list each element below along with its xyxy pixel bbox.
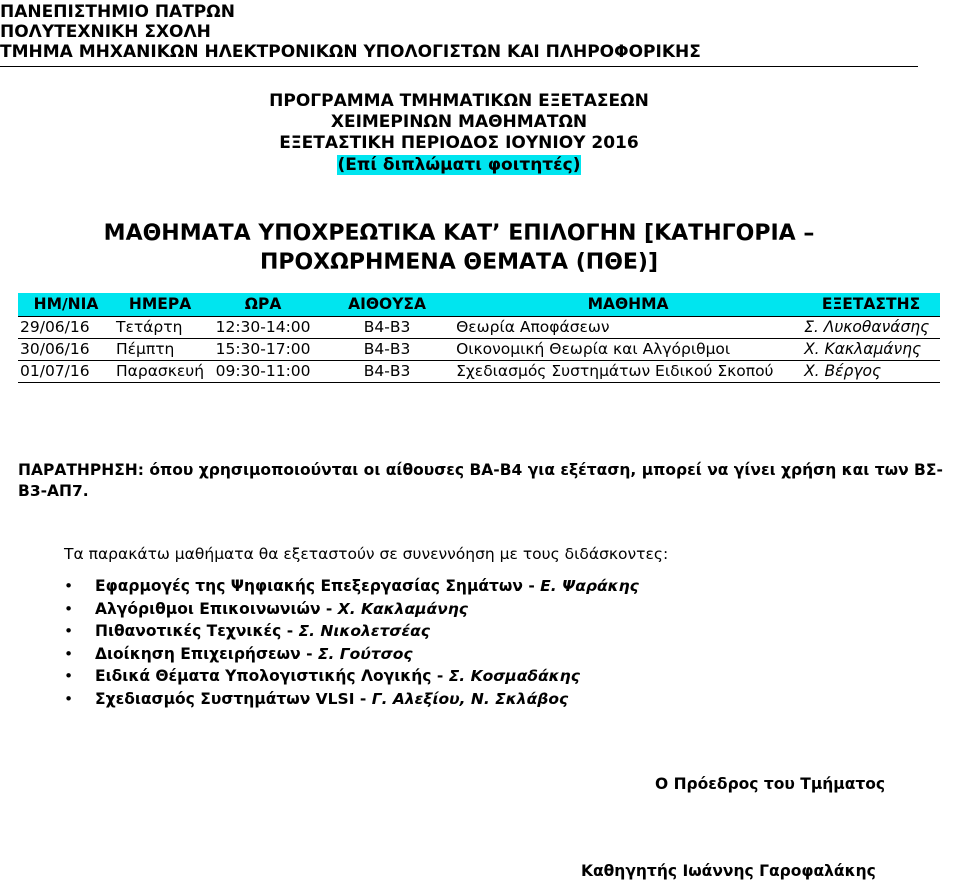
list-item (0, 665, 639, 688)
table-row (18, 339, 940, 361)
cell-day: Πέμπτη (116, 340, 175, 358)
cell-time: 09:30-11:00 (215, 362, 311, 380)
cell-time: 12:30-14:00 (215, 318, 311, 336)
school-name: ΠΟΛΥΤΕΧΝΙΚΗ ΣΧΟΛΗ (0, 22, 211, 42)
program-semester: ΧΕΙΜΕΡΙΝΩΝ ΜΑΘΗΜΑΤΩΝ (330, 112, 588, 132)
cell-examiner: Σ. Λυκοθανάσης (804, 318, 930, 336)
cell-examiner: Χ. Βέργος (804, 362, 882, 380)
course-teacher: Σ. Κοσμαδάκης (448, 667, 580, 686)
table-header-row (18, 293, 940, 317)
table-row (18, 317, 940, 339)
category-title: ΜΑΘΗΜΑΤΑ ΥΠΟΧΡΕΩΤΙΚΑ ΚΑΤ’ ΕΠΙΛΟΓΗΝ [ΚΑΤΗΓΟΡΙΑ – (103, 221, 815, 246)
bullet-icon: • (64, 667, 74, 686)
cell-date: 29/06/16 (20, 318, 90, 336)
col-time: ΩΡΑ (206, 293, 320, 317)
exam-schedule-table (18, 293, 940, 383)
program-subtitle (0, 155, 918, 176)
course-teacher: Σ. Νικολετσέας (298, 622, 430, 641)
signature-name: Καθηγητής Ιωάννης Γαροφαλάκης (581, 862, 876, 880)
list-item (0, 620, 639, 643)
course-title: Αλγόριθμοι Επικοινωνιών - (95, 599, 338, 618)
cell-course: Θεωρία Αποφάσεων (456, 318, 610, 336)
course-title: Ειδικά Θέματα Υπολογιστικής Λογικής - (95, 667, 449, 686)
cell-day: Τετάρτη (116, 318, 183, 336)
signature-role: Ο Πρόεδρος του Τμήματος (655, 775, 886, 793)
list-item (0, 688, 639, 711)
cell-examiner: Χ. Κακλαμάνης (804, 340, 922, 358)
course-title: Διοίκηση Επιχειρήσεων - (95, 644, 318, 663)
course-teacher: Χ. Κακλαμάνης (337, 599, 468, 618)
bullet-icon: • (64, 644, 74, 663)
department-name: ΤΜΗΜΑ ΜΗΧΑΝΙΚΩΝ ΗΛΕΚΤΡΟΝΙΚΩΝ ΥΠΟΛΟΓΙΣΤΩΝ ΚΑΙ ΠΛΗΡΟΦΟΡΙΚΗΣ (0, 42, 701, 62)
table-row (18, 361, 940, 383)
course-title: Σχεδιασμός Συστημάτων VLSI - (95, 689, 372, 708)
list-item (0, 598, 639, 621)
remark-note: ΠΑΡΑΤΗΡΗΣΗ: όπου χρησιμοποιούνται οι αίθουσες ΒΑ-Β4 για εξέταση, μπορεί να γίνει χρήση και των ΒΣ-Β3-ΑΠ7. (18, 461, 943, 500)
course-teacher: Σ. Γούτσος (317, 644, 413, 663)
cell-room: Β4-Β3 (363, 362, 411, 380)
list-item (0, 643, 639, 666)
cell-time: 15:30-17:00 (215, 340, 311, 358)
program-subtitle-text: (Επί διπλώματι φοιτητές) (337, 155, 581, 175)
col-examiner: ΕΞΕΤΑΣΤΗΣ (802, 293, 940, 317)
col-room: ΑΙΘΟΥΣΑ (320, 293, 454, 317)
course-title: Εφαρμογές της Ψηφιακής Επεξεργασίας Σημάτων - (95, 577, 541, 595)
col-date: ΗΜ/ΝΙΑ (18, 293, 114, 317)
header-divider (0, 66, 918, 67)
bullet-icon: • (64, 622, 74, 641)
intro-text: Τα παρακάτω μαθήματα θα εξεταστούν σε συνεννόηση με τους διδάσκοντες: (64, 545, 669, 563)
cell-room: Β4-Β3 (363, 318, 411, 336)
bullet-icon: • (64, 689, 74, 708)
course-teacher: Ε. Ψαράκης (540, 577, 639, 595)
cell-room: Β4-Β3 (363, 340, 411, 358)
university-name: ΠΑΝΕΠΙΣΤΗΜΙΟ ΠΑΤΡΩΝ (0, 2, 235, 22)
program-period: ΕΞΕΤΑΣΤΙΚΗ ΠΕΡΙΟΔΟΣ ΙΟΥΝΙΟΥ 2016 (279, 133, 639, 153)
course-teacher: Γ. Αλεξίου, Ν. Σκλάβος (371, 689, 569, 708)
cell-course: Σχεδιασμός Συστημάτων Ειδικού Σκοπού (456, 362, 774, 380)
col-day: ΗΜΕΡΑ (114, 293, 206, 317)
category-title-line2: ΠΡΟΧΩΡΗΜΕΝΑ ΘΕΜΑΤΑ (ΠΘΕ)] (259, 250, 659, 275)
consultation-course-list (0, 575, 639, 711)
program-title: ΠΡΟΓΡΑΜΜΑ ΤΜΗΜΑΤΙΚΩΝ ΕΞΕΤΑΣΕΩΝ (269, 91, 649, 111)
bullet-icon: • (64, 599, 74, 618)
list-item (0, 575, 639, 598)
cell-course: Οικονομική Θεωρία και Αλγόριθμοι (456, 340, 731, 358)
cell-date: 30/06/16 (20, 340, 90, 358)
col-course: ΜΑΘΗΜΑ (454, 293, 802, 317)
cell-date: 01/07/16 (20, 362, 90, 380)
bullet-icon: • (64, 577, 74, 595)
course-title: Πιθανοτικές Τεχνικές - (95, 622, 299, 641)
cell-day: Παρασκευή (116, 362, 205, 380)
